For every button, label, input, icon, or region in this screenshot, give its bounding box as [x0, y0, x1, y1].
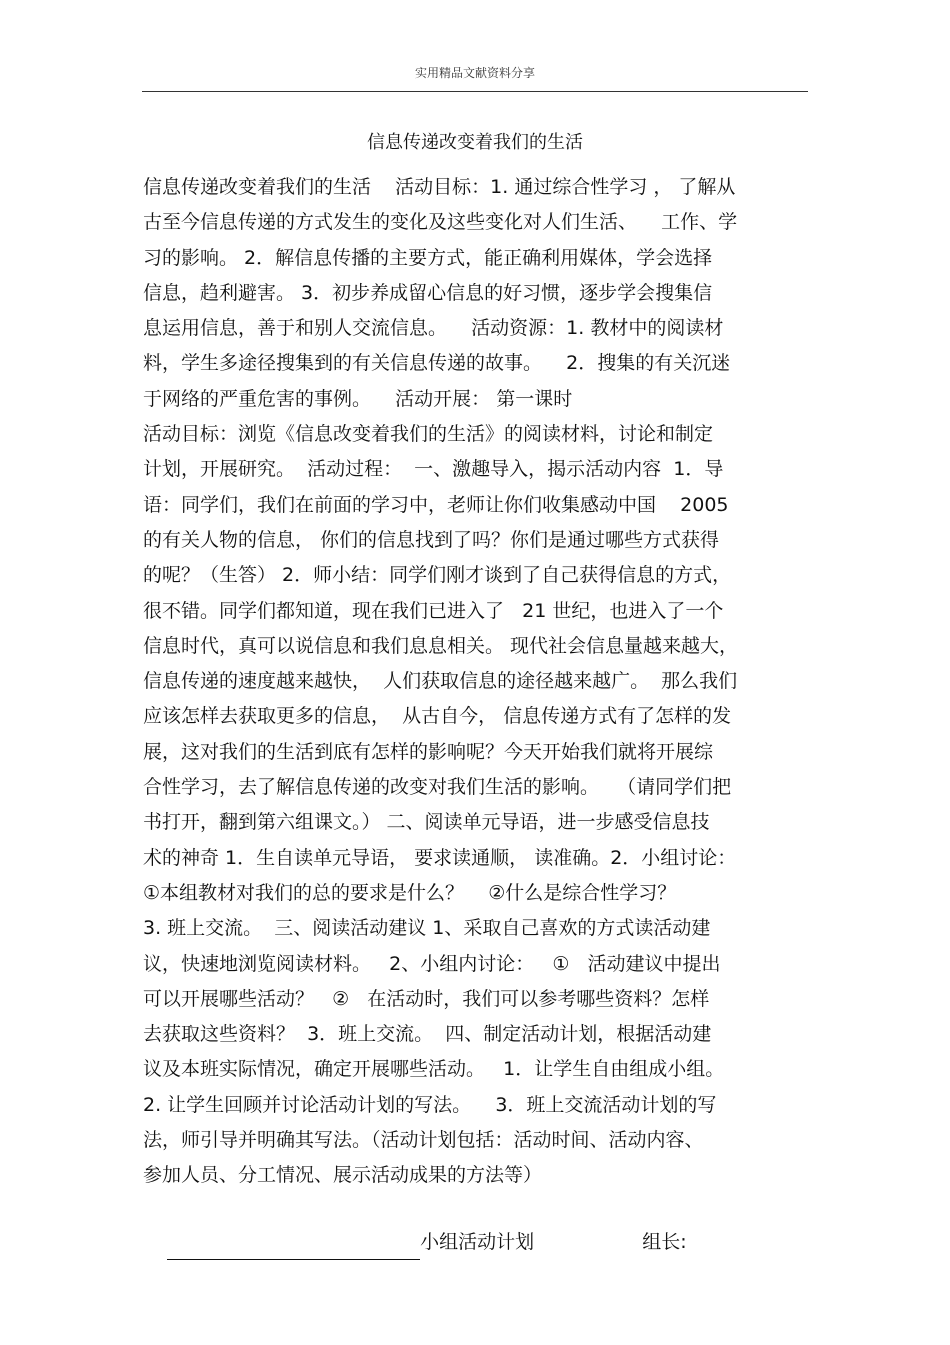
body-line: 很不错。同学们都知道，现在我们已进入了 21 世纪，也进入了一个	[143, 599, 724, 622]
body-line: 信息传递改变着我们的生活 活动目标：1. 通过综合性学习 ， 了解从	[143, 176, 736, 198]
body-line: ①本组教材对我们的总的要求是什么？ ②什么是综合性学习？	[143, 881, 677, 904]
body-line: 古至今信息传递的方式发生的变化及这些变化对人们生活、 工作、学	[143, 211, 738, 234]
body-line: 信息传递的速度越来越快， 人们获取信息的途径越来越广。 那么我们	[143, 670, 738, 693]
body-line: 活动目标：浏览《信息改变着我们的生活》的阅读材料，讨论和制定	[143, 423, 714, 446]
body-line: 3. 班上交流。 三、阅读活动建议 1、采取自己喜欢的方式读活动建	[143, 917, 711, 940]
body-line: 应该怎样去获取更多的信息， 从古自今， 信息传递方式有了怎样的发	[143, 705, 732, 728]
body-line: 书打开，翻到第六组课文。） 二、阅读单元导语，进一步感受信息技	[143, 811, 710, 834]
document-body	[143, 170, 808, 1194]
body-line: 议及本班实际情况，确定开展哪些活动。 1．让学生自由组成小组。	[143, 1058, 725, 1081]
body-line: 信息，趋利避害。 3．初步养成留心信息的好习惯，逐步学会搜集信	[143, 281, 713, 304]
body-line: 术的神奇 1．生自读单元导语， 要求读通顺， 读准确。2．小组讨论：	[143, 846, 737, 869]
body-line: 计划，开展研究。 活动过程： 一、激趣导入，揭示活动内容 1．导	[143, 458, 724, 481]
body-line: 参加人员、分工情况、展示活动成果的方法等）	[143, 1164, 543, 1187]
page-header: 实用精品文献资料分享	[414, 66, 535, 80]
body-line: 料，学生多途径搜集到的有关信息传递的故事。 2．搜集的有关沉迷	[143, 352, 731, 375]
body-line: 议，快速地浏览阅读材料。 2、小组内讨论： ① 活动建议中提出	[143, 952, 721, 975]
header-divider	[142, 91, 808, 92]
body-line: 可以开展哪些活动？ ② 在活动时，我们可以参考哪些资料？怎样	[143, 987, 710, 1010]
body-line: 去获取这些资料？ 3．班上交流。 四、制定活动计划，根据活动建	[143, 1023, 712, 1046]
body-line: 2. 让学生回顾并讨论活动计划的写法。 3．班上交流活动计划的写	[143, 1093, 717, 1116]
plan-label: 小组活动计划	[420, 1231, 535, 1253]
body-line: 合性学习，去了解信息传递的改变对我们生活的影响。 （请同学们把	[143, 776, 732, 799]
body-line: 展，这对我们的生活到底有怎样的影响呢？今天开始我们就将开展综	[143, 740, 714, 763]
body-line: 的呢？（生答） 2．师小结：同学们刚才谈到了自己获得信息的方式，	[143, 564, 732, 587]
body-line: 的有关人物的信息， 你们的信息找到了吗？你们是通过哪些方式获得	[143, 528, 720, 551]
body-line: 于网络的严重危害的事例。 活动开展： 第一课时	[143, 387, 573, 410]
plan-name-blank	[167, 1235, 420, 1260]
body-line: 信息时代，真可以说信息和我们息息相关。 现代社会信息量越来越大，	[143, 634, 739, 657]
body-line: 息运用信息，善于和别人交流信息。 活动资源：1. 教材中的阅读材	[143, 317, 724, 340]
document-title: 信息传递改变着我们的生活	[367, 132, 583, 153]
body-line: 法，师引导并明确其写法。（活动计划包括：活动时间、活动内容、	[143, 1129, 704, 1152]
body-line: 语：同学们，我们在前面的学习中，老师让你们收集感动中国 2005	[143, 493, 729, 516]
body-line: 习的影响。 2．解信息传播的主要方式，能正确利用媒体，学会选择	[143, 246, 713, 269]
plan-row	[143, 1190, 808, 1253]
leader-label: 组长:	[642, 1231, 687, 1253]
